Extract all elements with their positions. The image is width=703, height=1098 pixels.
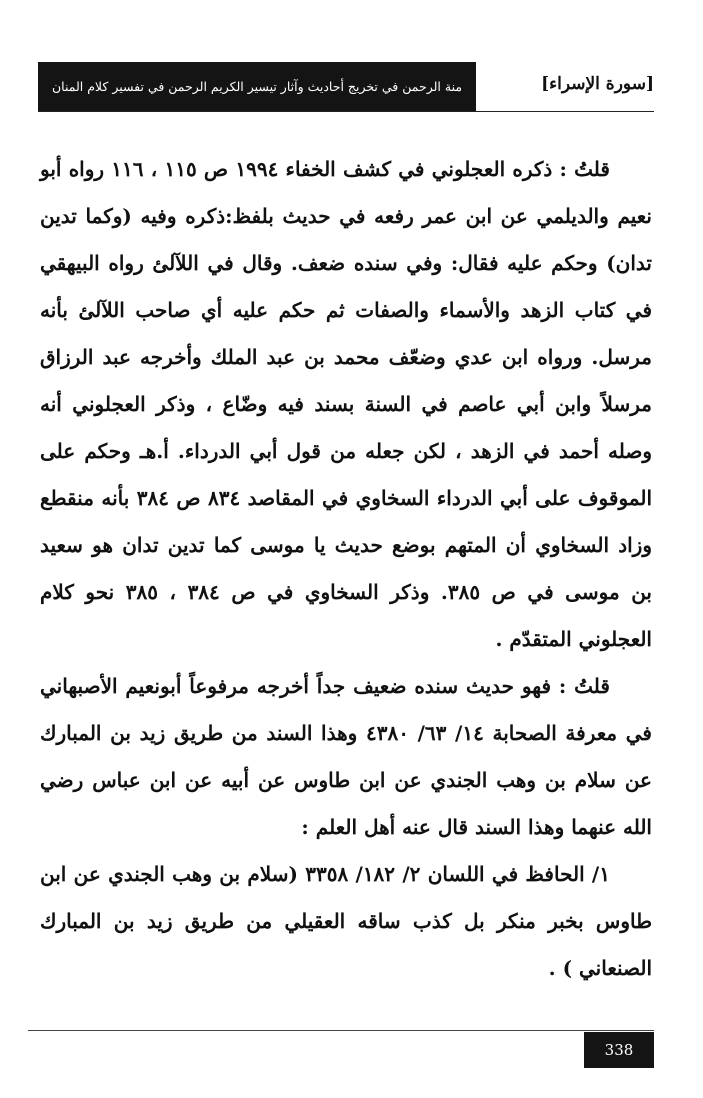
page-header [38, 62, 654, 112]
book-title-banner: منة الرحمن في تخريج أحاديث وآثار تيسير الكريم الرحمن في تفسير كلام المنان [38, 62, 476, 112]
page-body [40, 146, 652, 992]
paragraph-1: قلتُ : ذكره العجلوني في كشف الخفاء ١٩٩٤ ص ١١٥ ، ١١٦ رواه أبو نعيم والديلمي عن ابن عمر رفعه في حديث بلفظ:ذكره وفيه (وكما تدين تدان) وحكم عليه فقال: وفي سنده ضعف. وقال في اللآلئ رواه البيهقي في كتاب الزهد والأسماء والصفات ثم حكم عليه أي صاحب اللآلئ بأنه مرسل. ورواه ابن عدي وضعّف محمد بن عبد الملك وأخرجه عبد الرزاق مرسلاً وابن أبي عاصم في السنة بسند فيه وضّاع ، وذكر العجلوني أنه وصله أحمد في الزهد ، لكن جعله من قول أبي الدرداء. أ.هـ وحكم على الموقوف على أبي الدرداء السخاوي في المقاصد ٨٣٤ ص ٣٨٤ بأنه منقطع وزاد السخاوي أن المتهم بوضع حديث يا موسى كما تدين تدان هو سعيد بن موسى في ص ٣٨٥. وذكر السخاوي في ص ٣٨٤ ، ٣٨٥ نحو كلام العجلوني المتقدّم . [40, 157, 653, 651]
page-number: 338 [584, 1032, 654, 1068]
paragraph-3: ١/ الحافظ في اللسان ٢/ ١٨٢/ ٣٣٥٨ (سلام بن وهب الجندي عن ابن طاوس بخبر منكر بل كذب ساقه العقيلي من طريق زيد بن المبارك الصنعاني ) . [40, 862, 652, 980]
surah-title: [سورة الإسراء] [541, 74, 654, 94]
footer-divider [28, 1030, 654, 1031]
paragraph-2: قلتُ : فهو حديث سنده ضعيف جداً أخرجه مرفوعاً أبونعيم الأصبهاني في معرفة الصحابة ١٤/ ٦٣/ ٤٣٨٠ وهذا السند من طريق زيد بن المبارك عن سلام بن وهب الجندي عن ابن طاوس عن أبيه عن ابن عباس رضي الله عنهما وهذا السند قال عنه أهل العلم : [40, 674, 652, 839]
header-divider [38, 111, 654, 112]
